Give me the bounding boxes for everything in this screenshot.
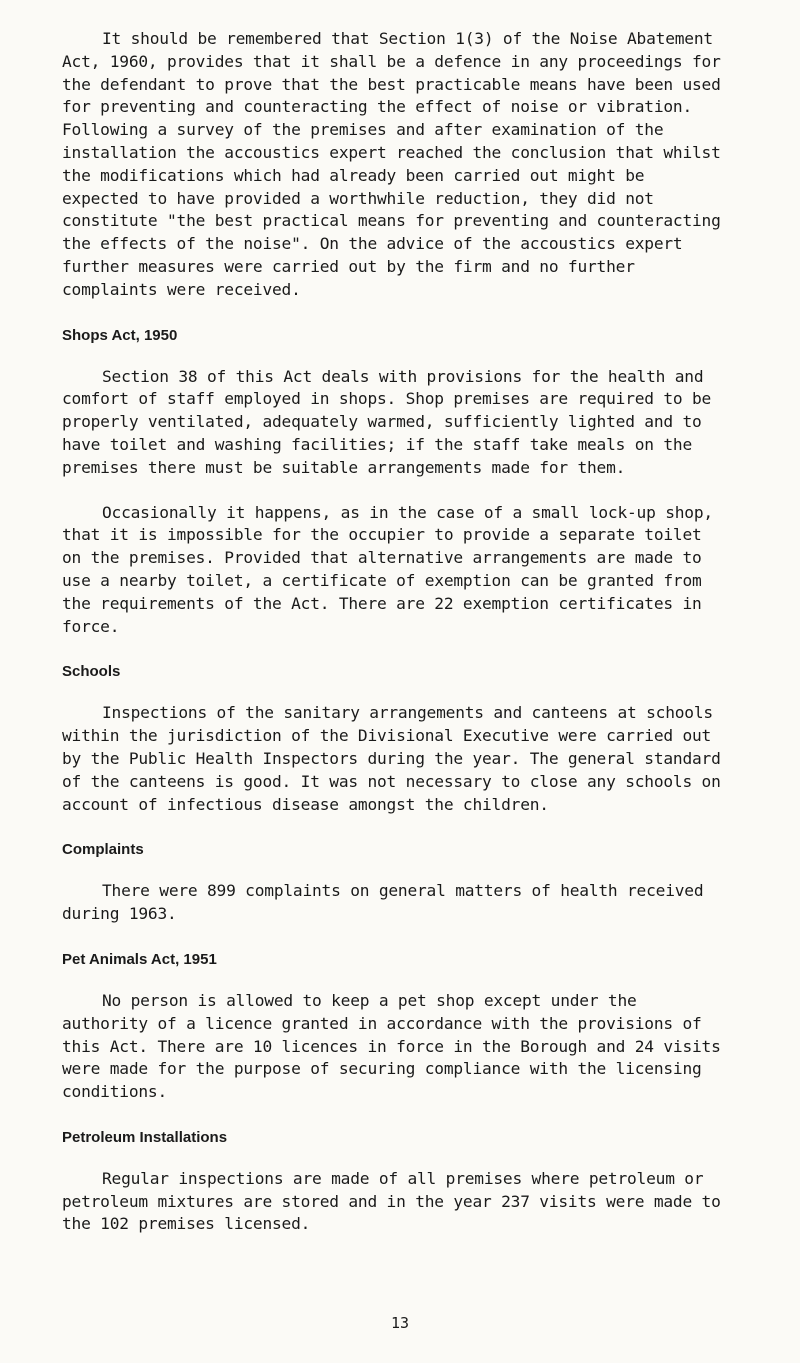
intro-paragraph: It should be remembered that Section 1(3) of the Noise Abatement Act, 1960, provides that it shall be a defence in any proceedings for the defendant to prove that the best practicable means have been used for preventing and counteracting the effect of noise or vibration. Following a survey of the premises and after examination of the installation the accoustics expert reached the conclusion that whilst the modifications which had already been carried out might be expected to have provided a worthwhile reduction, they did not constitute "the best practical means for preventing and counteracting the effects of the noise". On the advice of the accoustics expert further measures were carried out by the firm and no further complaints were received.: [62, 29, 721, 299]
complaints-paragraph: There were 899 complaints on general matters of health received during 1963.: [62, 881, 704, 924]
shops-act-paragraph-2: Occasionally it happens, as in the case of a small lock-up shop, that it is impossible for the occupier to provide a separate toilet on the premises. Provided that alternative arrangements are made to use a nearby toilet, a certificate of exemption can be granted from the requirements of the Act. There are 22 exemption certificates in force.: [62, 502, 713, 636]
petroleum-heading: Petroleum Installations: [62, 1128, 228, 1146]
schools-paragraph: Inspections of the sanitary arrangements and canteens at schools within the jurisdiction of the Divisional Executive were carried out by the Public Health Inspectors during the year. The general standard of the canteens is good. It was not necessary to close any schools on account of infectious disease amongst the children.: [62, 703, 721, 814]
schools-heading: Schools: [62, 663, 121, 681]
page-content: [62, 28, 722, 1236]
petroleum-paragraph: Regular inspections are made of all premises where petroleum or petroleum mixtures are stored and in the year 237 visits were made to the 102 premises licensed.: [62, 1168, 721, 1234]
shops-act-paragraph-1: Section 38 of this Act deals with provisions for the health and comfort of staff employed in shops. Shop premises are required to be properly ventilated, adequately warmed, sufficiently lighted and to have toilet and washing facilities; if the staff take meals on the premises there must be suitable arrangements made for them.: [62, 366, 712, 477]
pet-animals-act-heading: Pet Animals Act, 1951: [62, 950, 217, 968]
complaints-heading: Complaints: [62, 841, 144, 859]
shops-act-heading: Shops Act, 1950: [62, 326, 178, 344]
pet-animals-act-paragraph: No person is allowed to keep a pet shop except under the authority of a licence granted in accordance with the provisions of this Act. There are 10 licences in force in the Borough and 24 visits were made for the purpose of securing compliance with the licensing conditions.: [62, 990, 721, 1102]
page-number: 13: [390, 1314, 410, 1332]
